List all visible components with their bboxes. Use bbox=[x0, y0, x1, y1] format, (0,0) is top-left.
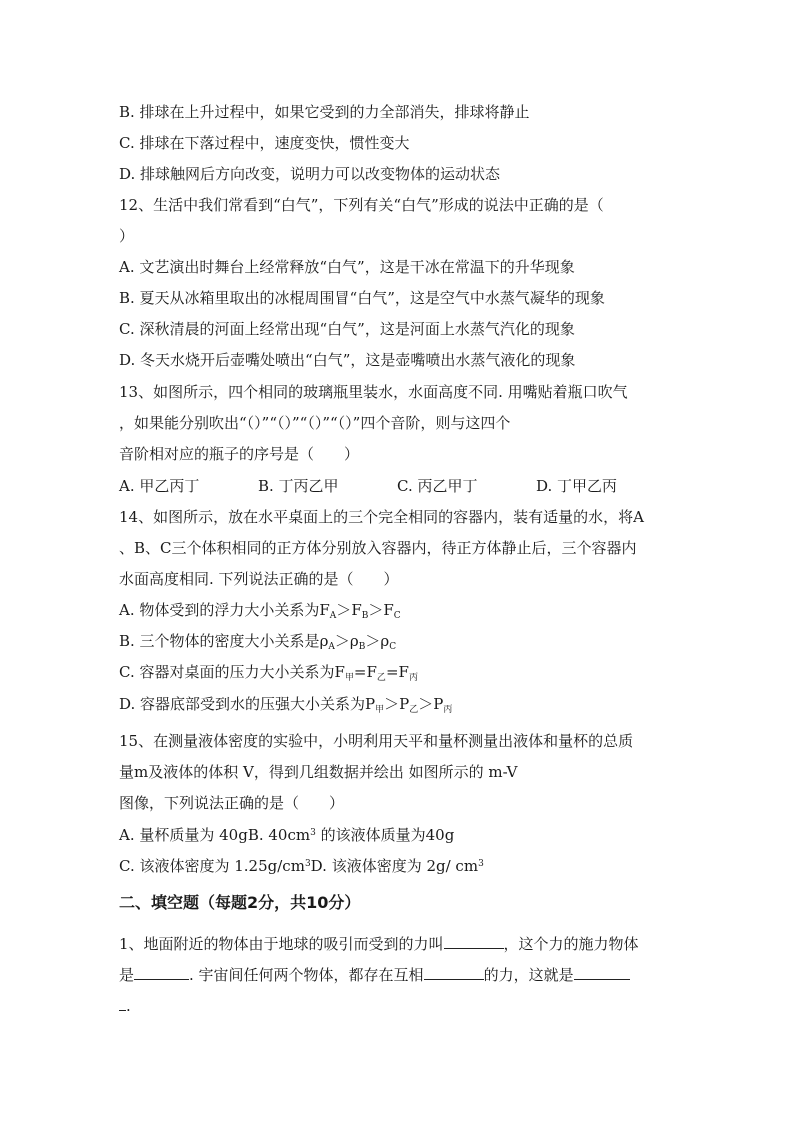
rho: ρ bbox=[380, 632, 390, 650]
q13-stem-line2: ，如果能分别吹出“（）”“（）”“（）”“（）”四个音阶，则与这四个 bbox=[119, 414, 511, 432]
q14-option-d-text: D. 容器底部受到水的压强大小关系为 bbox=[119, 695, 366, 713]
rho: ρ bbox=[319, 632, 329, 650]
q14-option-b bbox=[119, 631, 396, 651]
var-f: F bbox=[398, 663, 409, 681]
q13-option-a: A. 甲乙丙丁 bbox=[119, 477, 200, 495]
q13-stem-line3: 音阶相对应的瓶子的序号是（ ） bbox=[119, 445, 360, 463]
sub-c: C bbox=[389, 642, 397, 652]
fill1-text-5: 的力，这就是 bbox=[483, 966, 574, 984]
var-p: P bbox=[433, 695, 444, 713]
sub-c: C bbox=[393, 611, 401, 621]
q14-stem-line1: 14、如图所示，放在水平桌面上的三个完全相同的容器内，装有适量的水，将A bbox=[119, 508, 644, 526]
gt: ＞ bbox=[384, 695, 400, 713]
fill1-text-3: 是 bbox=[119, 966, 135, 984]
fill1-text-1: 1、地面附近的物体由于地球的吸引而受到的力叫 bbox=[119, 935, 444, 953]
var-f: F bbox=[351, 601, 362, 619]
var-p: P bbox=[365, 695, 376, 713]
q15-option-d-text: D. 该液体密度为 2g/ cm bbox=[310, 857, 479, 875]
sup-3: 3 bbox=[310, 828, 316, 838]
q11-option-b: B. 排球在上升过程中，如果它受到的力全部消失，排球将静止 bbox=[119, 103, 530, 121]
var-f: F bbox=[319, 601, 330, 619]
sub-yi: 乙 bbox=[376, 673, 386, 683]
sub-a: A bbox=[329, 611, 337, 621]
q12-option-a: A. 文艺演出时舞台上经常释放“白气”，这是干冰在常温下的升华现象 bbox=[119, 258, 575, 276]
sup-3: 3 bbox=[478, 859, 484, 869]
q15-stem-line3: 图像，下列说法正确的是（ ） bbox=[119, 794, 345, 812]
var-f: F bbox=[383, 601, 394, 619]
answer-blank[interactable] bbox=[424, 965, 484, 980]
sub-bing: 丙 bbox=[443, 705, 453, 715]
sub-yi: 乙 bbox=[409, 705, 419, 715]
gt: ＞ bbox=[368, 601, 384, 619]
sub-jia: 甲 bbox=[344, 673, 354, 683]
q13-options bbox=[119, 476, 617, 496]
gt: ＞ bbox=[365, 632, 381, 650]
sub-b: B bbox=[361, 611, 369, 621]
q13-stem-line1: 13、如图所示，四个相同的玻璃瓶里装水，水面高度不同. 用嘴贴着瓶口吹气 bbox=[119, 383, 628, 401]
q14-option-a bbox=[119, 600, 401, 620]
fill1-line1 bbox=[119, 934, 639, 954]
q15-options-ab bbox=[119, 825, 454, 845]
sub-jia: 甲 bbox=[375, 705, 385, 715]
fill1-text-6: . bbox=[126, 997, 131, 1015]
q12-stem-line2: ） bbox=[119, 227, 135, 245]
var-p: P bbox=[399, 695, 410, 713]
section-2-heading: 二、填空题（每题2分，共10分） bbox=[119, 893, 361, 912]
gt: ＞ bbox=[336, 601, 352, 619]
sup-3: 3 bbox=[304, 859, 311, 869]
q12-stem-line1: 12、生活中我们常看到“白气”，下列有关“白气”形成的说法中正确的是（ bbox=[119, 196, 604, 214]
q14-option-a-text: A. 物体受到的浮力大小关系为 bbox=[119, 601, 320, 619]
sub-bing: 丙 bbox=[408, 673, 418, 683]
q15-option-c-text: C. 该液体密度为 1.25g/cm bbox=[119, 857, 305, 875]
q15-options-cd bbox=[119, 856, 484, 876]
answer-blank-tail[interactable] bbox=[119, 996, 126, 1011]
q12-option-d: D. 冬天水烧开后壶嘴处喷出“白气”，这是壶嘴喷出水蒸气液化的现象 bbox=[119, 351, 576, 369]
answer-blank[interactable] bbox=[444, 934, 504, 949]
gt: ＞ bbox=[418, 695, 434, 713]
eq: = bbox=[353, 663, 367, 681]
rho: ρ bbox=[349, 632, 359, 650]
q11-option-d: D. 排球触网后方向改变，说明力可以改变物体的运动状态 bbox=[119, 165, 501, 183]
q14-option-b-text: B. 三个物体的密度大小关系是 bbox=[119, 632, 320, 650]
fill1-line2 bbox=[119, 965, 630, 985]
q14-stem-line2: 、B、C三个体积相同的正方体分别放入容器内，待正方体静止后，三个容器内 bbox=[119, 539, 637, 557]
q13-option-d: D. 丁甲乙丙 bbox=[536, 477, 618, 495]
sub-b: B bbox=[358, 642, 366, 652]
fill1-text-2: ，这个力的施力物体 bbox=[503, 935, 639, 953]
answer-blank[interactable] bbox=[134, 965, 189, 980]
answer-blank[interactable] bbox=[574, 965, 630, 980]
q14-option-c-text: C. 容器对桌面的压力大小关系为 bbox=[119, 663, 335, 681]
q13-option-c: C. 丙乙甲丁 bbox=[397, 477, 478, 495]
q11-option-c: C. 排球在下落过程中，速度变快，惯性变大 bbox=[119, 134, 410, 152]
q13-option-b: B. 丁丙乙甲 bbox=[258, 477, 339, 495]
fill1-line3 bbox=[119, 996, 131, 1016]
q15-stem-line2: 量m及液体的体积 V，得到几组数据并绘出 如图所示的 m-V bbox=[119, 763, 518, 781]
q12-option-c: C. 深秋清晨的河面上经常出现“白气”，这是河面上水蒸气汽化的现象 bbox=[119, 320, 575, 338]
q15-option-ab-text: A. 量杯质量为 40gB. 40cm bbox=[119, 826, 311, 844]
q14-option-d bbox=[119, 694, 452, 714]
q15-stem-line1: 15、在测量液体密度的实验中，小明利用天平和量杯测量出液体和量杯的总质 bbox=[119, 732, 634, 750]
var-f: F bbox=[366, 663, 377, 681]
q14-option-c bbox=[119, 662, 418, 682]
sub-a: A bbox=[328, 642, 335, 652]
fill1-text-4: . 宇宙间任何两个物体，都存在互相 bbox=[189, 966, 424, 984]
gt: ＞ bbox=[334, 632, 350, 650]
var-f: F bbox=[334, 663, 345, 681]
q14-stem-line3: 水面高度相同. 下列说法正确的是（ ） bbox=[119, 570, 399, 588]
q12-option-b: B. 夏天从冰箱里取出的冰棍周围冒“白气”，这是空气中水蒸气凝华的现象 bbox=[119, 289, 605, 307]
eq: = bbox=[385, 663, 399, 681]
q15-option-ab-tail: 的该液体质量为40g bbox=[315, 826, 455, 844]
